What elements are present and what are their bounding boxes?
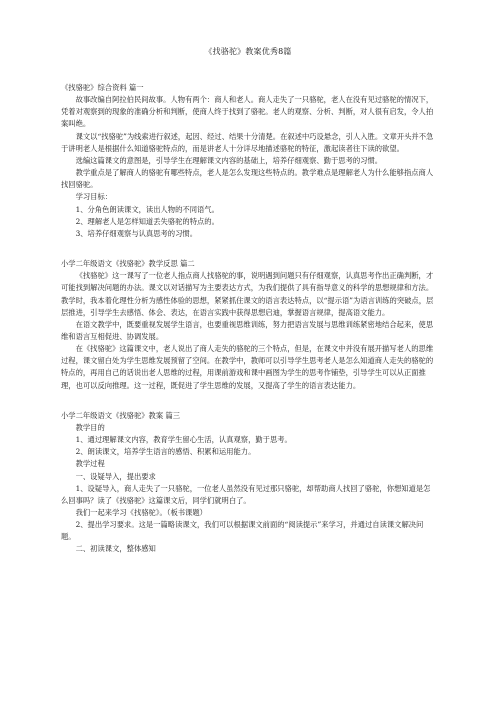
paragraph: 故事改编自阿拉伯民间故事。人物有两个：商人和老人。商人走失了一只骆驼，老人在没有见过骆驼的情况下，凭着对观察到的现象的准确分析和判断，使商人终于找到了骆驼。老人的观察、分析、判断，对人很有启发，令人拍案叫绝。 [61, 95, 434, 129]
paragraph: 在《找骆驼》这篇课文中，老人说出了商人走失的骆驼的三个特点，但是，在课文中并没有展开描写老人的思维过程，课文留白处为学生思维发展预留了空间。在教学中，教师可以引导学生思考老人是怎么知道商人走失的骆驼的特点的，再用自己的话说出老人思维的过程，用课前游戏和课中画图为学生的思考作铺垫，引导学生可以从正面推理，也可以反向推理。这一过程，既促进了学生思维的发展，又提高了学生的语言表达能力。 [61, 344, 434, 390]
process-label: 教学过程 [75, 459, 105, 469]
purpose-item: 2、朗读课文，培养学生语言的感悟、积累和运用能力。 [75, 447, 256, 457]
goal-item: 2、理解老人是怎样知道丢失骆驼的特点的。 [75, 216, 219, 226]
paragraph: 教学重点是了解商人的骆驼有哪些特点，老人是怎么发现这些特点的。教学难点是理解老人为什么能够指点商人找回骆驼。 [61, 168, 434, 190]
purpose-label: 教学目的 [75, 422, 105, 432]
document-body [61, 82, 435, 556]
document-title: 《找骆驼》教案优秀8篇 [204, 47, 292, 56]
section-spacer [61, 392, 435, 410]
section-spacer [61, 240, 435, 258]
paragraph: 我们一起来学习《找骆驼》。（板书课题） [75, 508, 207, 517]
paragraph: 1、设疑导入，商人走失了一只骆驼，一位老人虽然没有见过那只骆驼，却帮助商人找回了骆驼，你想知道是怎么回事吗？读了《找骆驼》这篇课文后，同学们就明白了。 [61, 483, 431, 505]
paragraph: 在语文教学中，既要重视发展学生语言，也要重视思维训练，努力把语言发展与思维训练紧密地结合起来，使思维和语言互相促进、协调发展。 [61, 319, 434, 341]
section-heading: 小学二年级语文《找骆驼》教案 篇三 [61, 410, 181, 420]
goal-item: 1、分角色朗读课文，读出人物的不同语气。 [75, 204, 219, 214]
step-heading: 二、初读课文，整体感知 [75, 544, 156, 554]
goal-item: 3、培养仔细观察与认真思考的习惯。 [75, 228, 197, 238]
paragraph: 《找骆驼》这一课写了一位老人指点商人找骆驼的事，说明遇到问题只有仔细观察，认真思考作出正确判断，才可能找到解决问题的办法。课文以对话描写为主要表达方式，为我们提供了具有指导意义的科学的思想规律和方法。教学时，我本着化理性分析为感性体验的思想，紧紧抓住课文的语言表达特点，以“提示语”为语言训练的突破点，层层推进，引导学生去感悟、体会、表达，在语言实践中获得思想启迪，掌握语言规律，提高语文能力。 [61, 271, 434, 317]
section-heading: 《找骆驼》综合资料 篇一 [61, 83, 144, 92]
paragraph: 选编这篇课文的意图是，引导学生在理解课文内容的基础上，培养仔细观察、勤于思考的习惯。 [75, 155, 383, 165]
paragraph: 2、提出学习要求。这是一篇略读课文，我们可以根据课文前面的“阅读提示”来学习，并通过自读课文解决问题。 [61, 520, 424, 542]
paragraph: 课文以“找骆驼”为线索进行叙述，起因、经过、结果十分清楚。在叙述中巧设悬念，引人入胜。文章开头并不急于讲明老人是根据什么知道骆驼特点的，而是讲老人十分详尽地描述骆驼的特征，激起读者往下读的欲望。 [61, 131, 434, 153]
step-heading: 一、设疑导入，提出要求 [75, 471, 156, 481]
goals-label: 学习目标： [75, 192, 113, 202]
purpose-item: 1、通过理解课文内容，教育学生留心生活，认真观察，勤于思考。 [75, 435, 292, 445]
section-heading: 小学二年级语文《找骆驼》教学反思 篇二 [61, 259, 195, 269]
